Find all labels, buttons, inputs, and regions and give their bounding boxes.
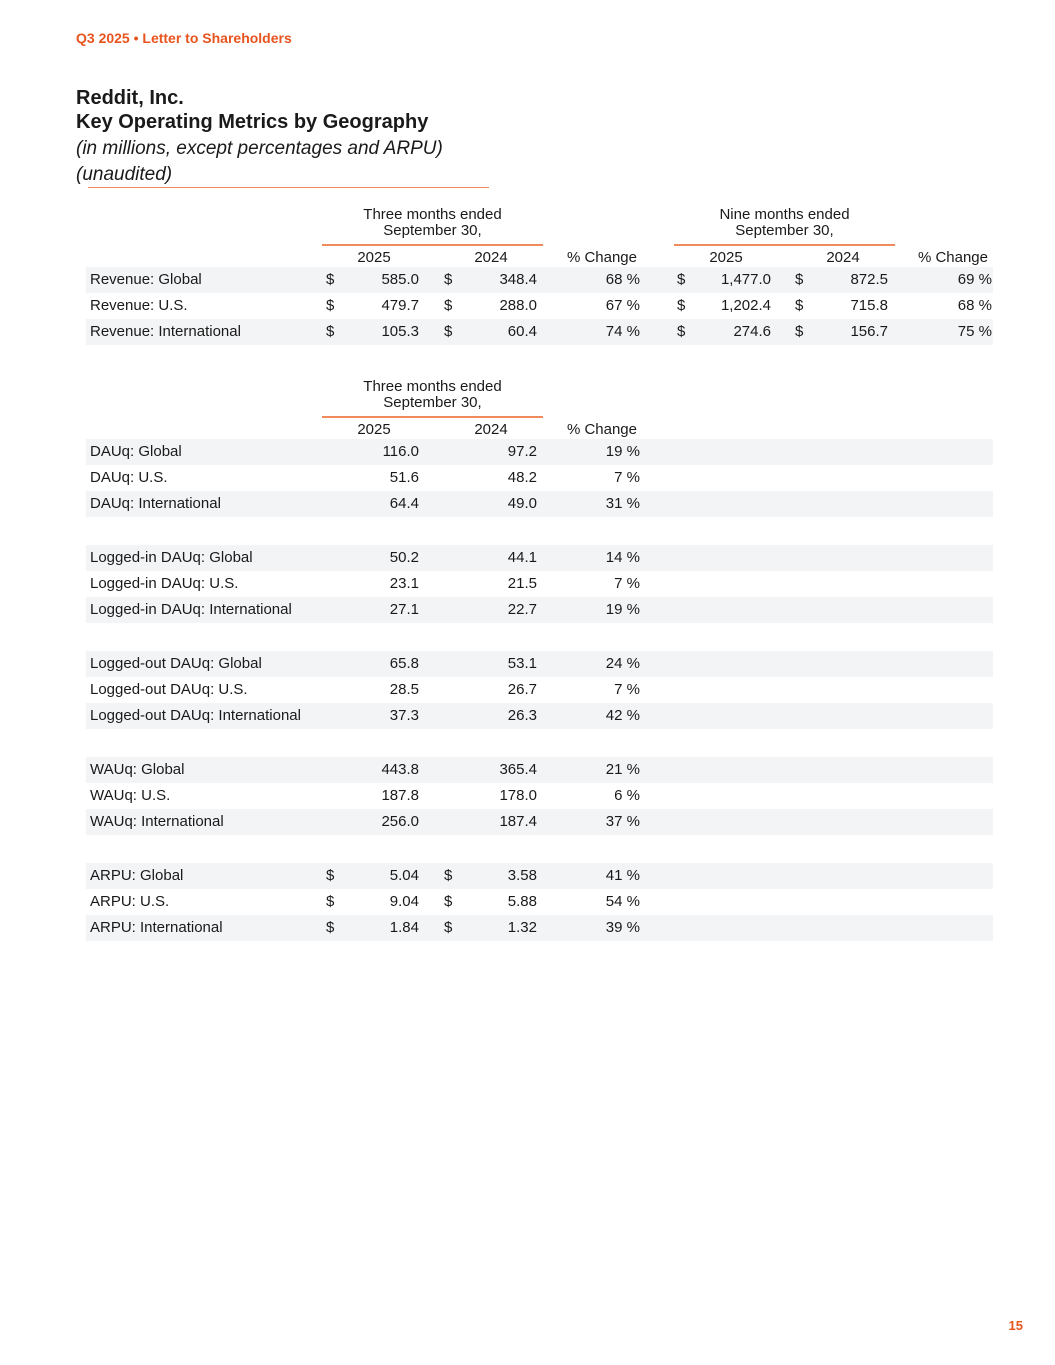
- row-label: ARPU: International: [90, 919, 223, 936]
- row-label: WAUq: International: [90, 813, 224, 830]
- table-row: [86, 915, 993, 941]
- table-row: [86, 293, 993, 319]
- value-9m-2024: 872.5: [850, 271, 888, 288]
- value-2025: 1.84: [389, 919, 419, 936]
- value-2024: 26.3: [507, 707, 537, 724]
- group-label-line: Three months ended: [363, 378, 502, 395]
- subtitle-units: (in millions, except percentages and ARPU): [76, 138, 443, 159]
- value-2024: 48.2: [507, 469, 537, 486]
- value-2024: 1.32: [507, 919, 537, 936]
- title-block: [76, 86, 496, 186]
- value-q3-2025: 105.3: [381, 323, 419, 340]
- value-2024: 53.1: [507, 655, 537, 672]
- row-label: Logged-in DAUq: Global: [90, 549, 253, 566]
- value-2025: 51.6: [389, 469, 419, 486]
- table-row: [86, 491, 993, 517]
- value-2024: 5.88: [507, 893, 537, 910]
- value-9m-2024: 156.7: [850, 323, 888, 340]
- value-2024: 26.7: [507, 681, 537, 698]
- value-9m-2025: 1,202.4: [720, 297, 771, 314]
- value-change: 7 %: [614, 469, 640, 486]
- row-label: ARPU: Global: [90, 867, 184, 884]
- group-spacer: [86, 729, 993, 757]
- value-2024: 21.5: [507, 575, 537, 592]
- three-months-group-label: [322, 207, 543, 239]
- currency-symbol: $: [326, 919, 335, 936]
- group-label-line: Nine months ended: [719, 206, 850, 223]
- table-row: [86, 809, 993, 835]
- page-title: Key Operating Metrics by Geography: [76, 111, 429, 133]
- value-change: 41 %: [605, 867, 640, 884]
- table-row: [86, 319, 993, 345]
- value-2025: 37.3: [389, 707, 419, 724]
- value-change: 19 %: [605, 443, 640, 460]
- currency-symbol: $: [444, 919, 453, 936]
- value-9m-2025: 274.6: [733, 323, 771, 340]
- col-header-change: % Change: [566, 249, 637, 266]
- table-row: [86, 889, 993, 915]
- row-label: Revenue: U.S.: [90, 297, 188, 314]
- value-2025: 5.04: [389, 867, 419, 884]
- col-header-2024: 2024: [474, 421, 508, 438]
- value-2025: 65.8: [389, 655, 419, 672]
- subtitle-unaudited: (unaudited): [76, 164, 173, 185]
- title-divider: [88, 187, 489, 188]
- metrics-table-header: [86, 379, 993, 439]
- col-header-2025: 2025: [709, 249, 743, 266]
- currency-symbol: $: [677, 323, 686, 340]
- value-2024: 49.0: [507, 495, 537, 512]
- value-2024: 44.1: [507, 549, 537, 566]
- value-2025: 443.8: [381, 761, 419, 778]
- col-header-change: % Change: [917, 249, 988, 266]
- revenue-table-body: [86, 267, 993, 345]
- group-rule: [322, 244, 543, 246]
- row-label: DAUq: U.S.: [90, 469, 168, 486]
- table-row: [86, 545, 993, 571]
- table-row: [86, 863, 993, 889]
- col-header-change: % Change: [566, 421, 637, 438]
- value-q3-2024: 60.4: [507, 323, 537, 340]
- value-2025: 50.2: [389, 549, 419, 566]
- group-spacer: [86, 517, 993, 545]
- value-q3-2024: 288.0: [499, 297, 537, 314]
- page-number: 15: [1008, 1318, 1023, 1333]
- table-row: [86, 757, 993, 783]
- row-label: Logged-in DAUq: International: [90, 601, 292, 618]
- table-row: [86, 651, 993, 677]
- row-label: Logged-out DAUq: International: [90, 707, 301, 724]
- table-row: [86, 677, 993, 703]
- value-9m-change: 75 %: [957, 323, 992, 340]
- value-q3-2025: 585.0: [381, 271, 419, 288]
- row-label: ARPU: U.S.: [90, 893, 170, 910]
- value-change: 7 %: [614, 681, 640, 698]
- value-2024: 3.58: [507, 867, 537, 884]
- value-2024: 22.7: [507, 601, 537, 618]
- currency-symbol: $: [444, 323, 453, 340]
- row-label: Logged-out DAUq: Global: [90, 655, 262, 672]
- group-spacer: [86, 835, 993, 863]
- table-row: [86, 571, 993, 597]
- value-2025: 187.8: [381, 787, 419, 804]
- revenue-table-header: [86, 207, 993, 267]
- metrics-table-body: [86, 439, 993, 941]
- currency-symbol: $: [795, 297, 804, 314]
- value-change: 39 %: [605, 919, 640, 936]
- table-row: [86, 703, 993, 729]
- row-label: DAUq: Global: [90, 443, 182, 460]
- value-2025: 23.1: [389, 575, 419, 592]
- value-q3-change: 68 %: [605, 271, 640, 288]
- row-label: WAUq: U.S.: [90, 787, 171, 804]
- value-change: 31 %: [605, 495, 640, 512]
- currency-symbol: $: [677, 271, 686, 288]
- value-change: 14 %: [605, 549, 640, 566]
- group-spacer: [86, 623, 993, 651]
- value-change: 7 %: [614, 575, 640, 592]
- value-9m-change: 68 %: [957, 297, 992, 314]
- row-label: DAUq: International: [90, 495, 221, 512]
- value-change: 54 %: [605, 893, 640, 910]
- row-label: Logged-out DAUq: U.S.: [90, 681, 248, 698]
- row-label: Logged-in DAUq: U.S.: [90, 575, 239, 592]
- value-2025: 27.1: [389, 601, 419, 618]
- row-label: Revenue: Global: [90, 271, 202, 288]
- col-header-2025: 2025: [357, 249, 391, 266]
- table-row: [86, 267, 993, 293]
- metrics-table: [86, 379, 993, 941]
- currency-symbol: $: [326, 893, 335, 910]
- table-row: [86, 783, 993, 809]
- table-row: [86, 439, 993, 465]
- nine-months-group-label: [674, 207, 895, 239]
- value-change: 24 %: [605, 655, 640, 672]
- col-header-2024: 2024: [474, 249, 508, 266]
- value-2025: 9.04: [389, 893, 419, 910]
- header-tag: Q3 2025 • Letter to Shareholders: [76, 30, 292, 46]
- value-change: 37 %: [605, 813, 640, 830]
- currency-symbol: $: [677, 297, 686, 314]
- currency-symbol: $: [444, 271, 453, 288]
- group-label-line: September 30,: [735, 222, 834, 239]
- value-2025: 64.4: [389, 495, 419, 512]
- value-9m-2024: 715.8: [850, 297, 888, 314]
- row-label: WAUq: Global: [90, 761, 185, 778]
- value-2025: 116.0: [382, 443, 419, 460]
- row-label: Revenue: International: [90, 323, 241, 340]
- value-q3-change: 74 %: [605, 323, 640, 340]
- group-label-line: Three months ended: [363, 206, 502, 223]
- currency-symbol: $: [444, 893, 453, 910]
- currency-symbol: $: [444, 297, 453, 314]
- table-row: [86, 597, 993, 623]
- currency-symbol: $: [795, 323, 804, 340]
- value-2024: 187.4: [499, 813, 537, 830]
- currency-symbol: $: [326, 867, 335, 884]
- value-change: 21 %: [605, 761, 640, 778]
- group-label-line: September 30,: [383, 394, 482, 411]
- currency-symbol: $: [326, 323, 335, 340]
- value-2025: 256.0: [381, 813, 419, 830]
- col-header-2025: 2025: [357, 421, 391, 438]
- group-rule: [322, 416, 543, 418]
- currency-symbol: $: [795, 271, 804, 288]
- value-change: 42 %: [605, 707, 640, 724]
- value-9m-change: 69 %: [957, 271, 992, 288]
- value-9m-2025: 1,477.0: [720, 271, 771, 288]
- value-2024: 178.0: [499, 787, 537, 804]
- value-change: 19 %: [605, 601, 640, 618]
- value-change: 6 %: [614, 787, 640, 804]
- value-2024: 97.2: [507, 443, 537, 460]
- value-q3-2025: 479.7: [381, 297, 419, 314]
- currency-symbol: $: [326, 271, 335, 288]
- group-rule: [674, 244, 895, 246]
- table-row: [86, 465, 993, 491]
- value-q3-change: 67 %: [605, 297, 640, 314]
- group-label-line: September 30,: [383, 222, 482, 239]
- value-2024: 365.4: [499, 761, 537, 778]
- col-header-2024: 2024: [826, 249, 860, 266]
- revenue-table: [86, 207, 993, 345]
- value-2025: 28.5: [389, 681, 419, 698]
- currency-symbol: $: [444, 867, 453, 884]
- three-months-group-label: [322, 379, 543, 411]
- company-name: Reddit, Inc.: [76, 87, 184, 109]
- currency-symbol: $: [326, 297, 335, 314]
- value-q3-2024: 348.4: [499, 271, 537, 288]
